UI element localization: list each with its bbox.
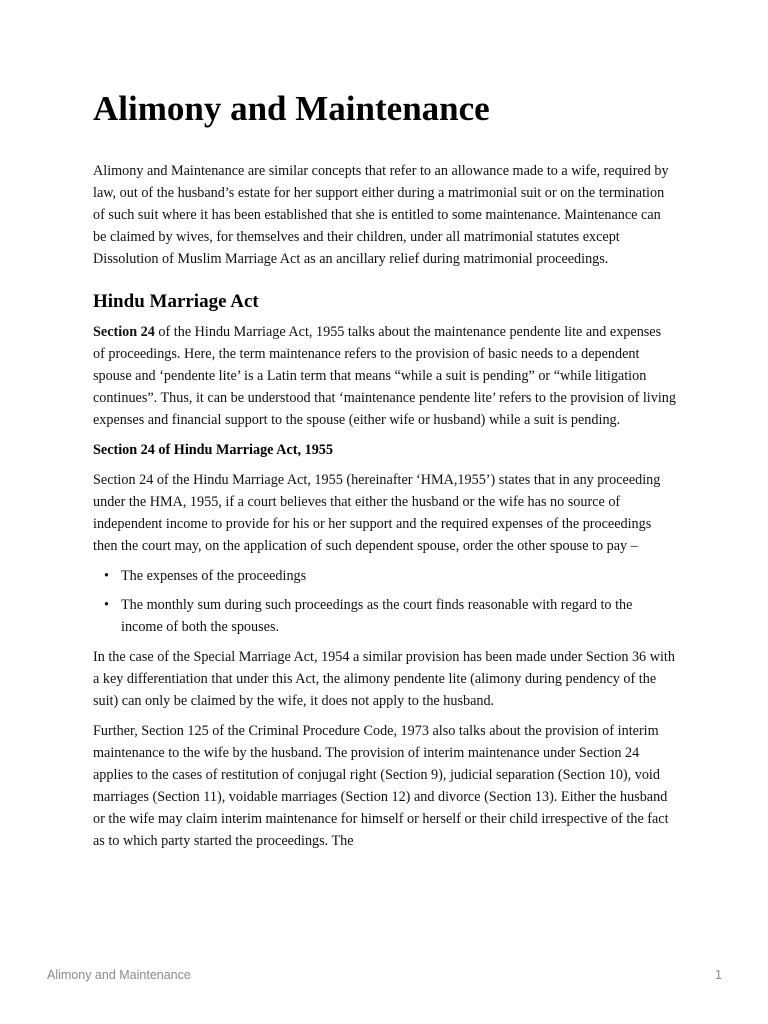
list-item xyxy=(104,594,676,638)
bullet-icon: • xyxy=(104,597,109,613)
document-page xyxy=(93,86,676,860)
section-24-paragraph xyxy=(93,321,676,431)
bullet-icon: • xyxy=(104,568,109,584)
section-24-details-paragraph: Section 24 of the Hindu Marriage Act, 1955 (hereinafter ‘HMA,1955’) states that in any proceeding under the HMA, 1955, if a court believes that either the husband or the wife has no source of independent income to provide for his or her support and the required expenses of the proceedings then the court may, on the application of such dependent spouse, order the other spouse to pay – xyxy=(93,472,661,554)
list-item-text: The monthly sum during such proceedings as the court finds reasonable with regard to the income of both the spouses. xyxy=(121,597,633,635)
crpc-paragraph: Further, Section 125 of the Criminal Procedure Code, 1973 also talks about the provision of interim maintenance to the wife by the husband. The provision of interim maintenance under Section 24 applies to the cases of restitution of conjugal right (Section 9), judicial separation (Section 10), void marriages (Section 11), voidable marriages (Section 12) and divorce (Section 13). Either the husband or the wife may claim interim maintenance for himself or herself or their child irrespective of the fact as to which party started the proceedings. The xyxy=(93,723,669,849)
page-number: 1 xyxy=(715,968,722,982)
document-title: Alimony and Maintenance xyxy=(93,89,490,128)
page-footer xyxy=(47,968,722,986)
footer-title: Alimony and Maintenance xyxy=(47,968,191,982)
section-24-text: of the Hindu Marriage Act, 1955 talks about the maintenance pendente lite and expenses of proceedings. Here, the term maintenance refers to the provision of basic needs to a dependent spouse and ‘pendente lite’ is a Latin term that means “while a suit is pending” or “while litigation continues”. Thus, it can be understood that ‘maintenance pendente lite’ refers to the provision of living expenses and financial support to the spouse (either wife or husband) while a suit is pending. xyxy=(93,324,676,428)
subheading-section-24: Section 24 of Hindu Marriage Act, 1955 xyxy=(93,442,333,458)
payment-list xyxy=(93,565,676,638)
intro-paragraph: Alimony and Maintenance are similar concepts that refer to an allowance made to a wife, required by law, out of the husband’s estate for her support either during a matrimonial suit or on the termination of such suit where it has been established that she is entitled to some maintenance. Maintenance can be claimed by wives, for themselves and their children, under all matrimonial statutes except Dissolution of Muslim Marriage Act as an ancillary relief during matrimonial proceedings. xyxy=(93,163,669,267)
section-heading-hindu-marriage-act: Hindu Marriage Act xyxy=(93,291,259,312)
list-item xyxy=(104,565,676,587)
special-marriage-act-paragraph: In the case of the Special Marriage Act, 1954 a similar provision has been made under Section 36 with a key differentiation that under this Act, the alimony pendente lite (alimony during pendency of the suit) can only be claimed by the wife, it does not apply to the husband. xyxy=(93,649,675,709)
list-item-text: The expenses of the proceedings xyxy=(121,568,307,584)
section-24-bold: Section 24 xyxy=(93,324,155,340)
